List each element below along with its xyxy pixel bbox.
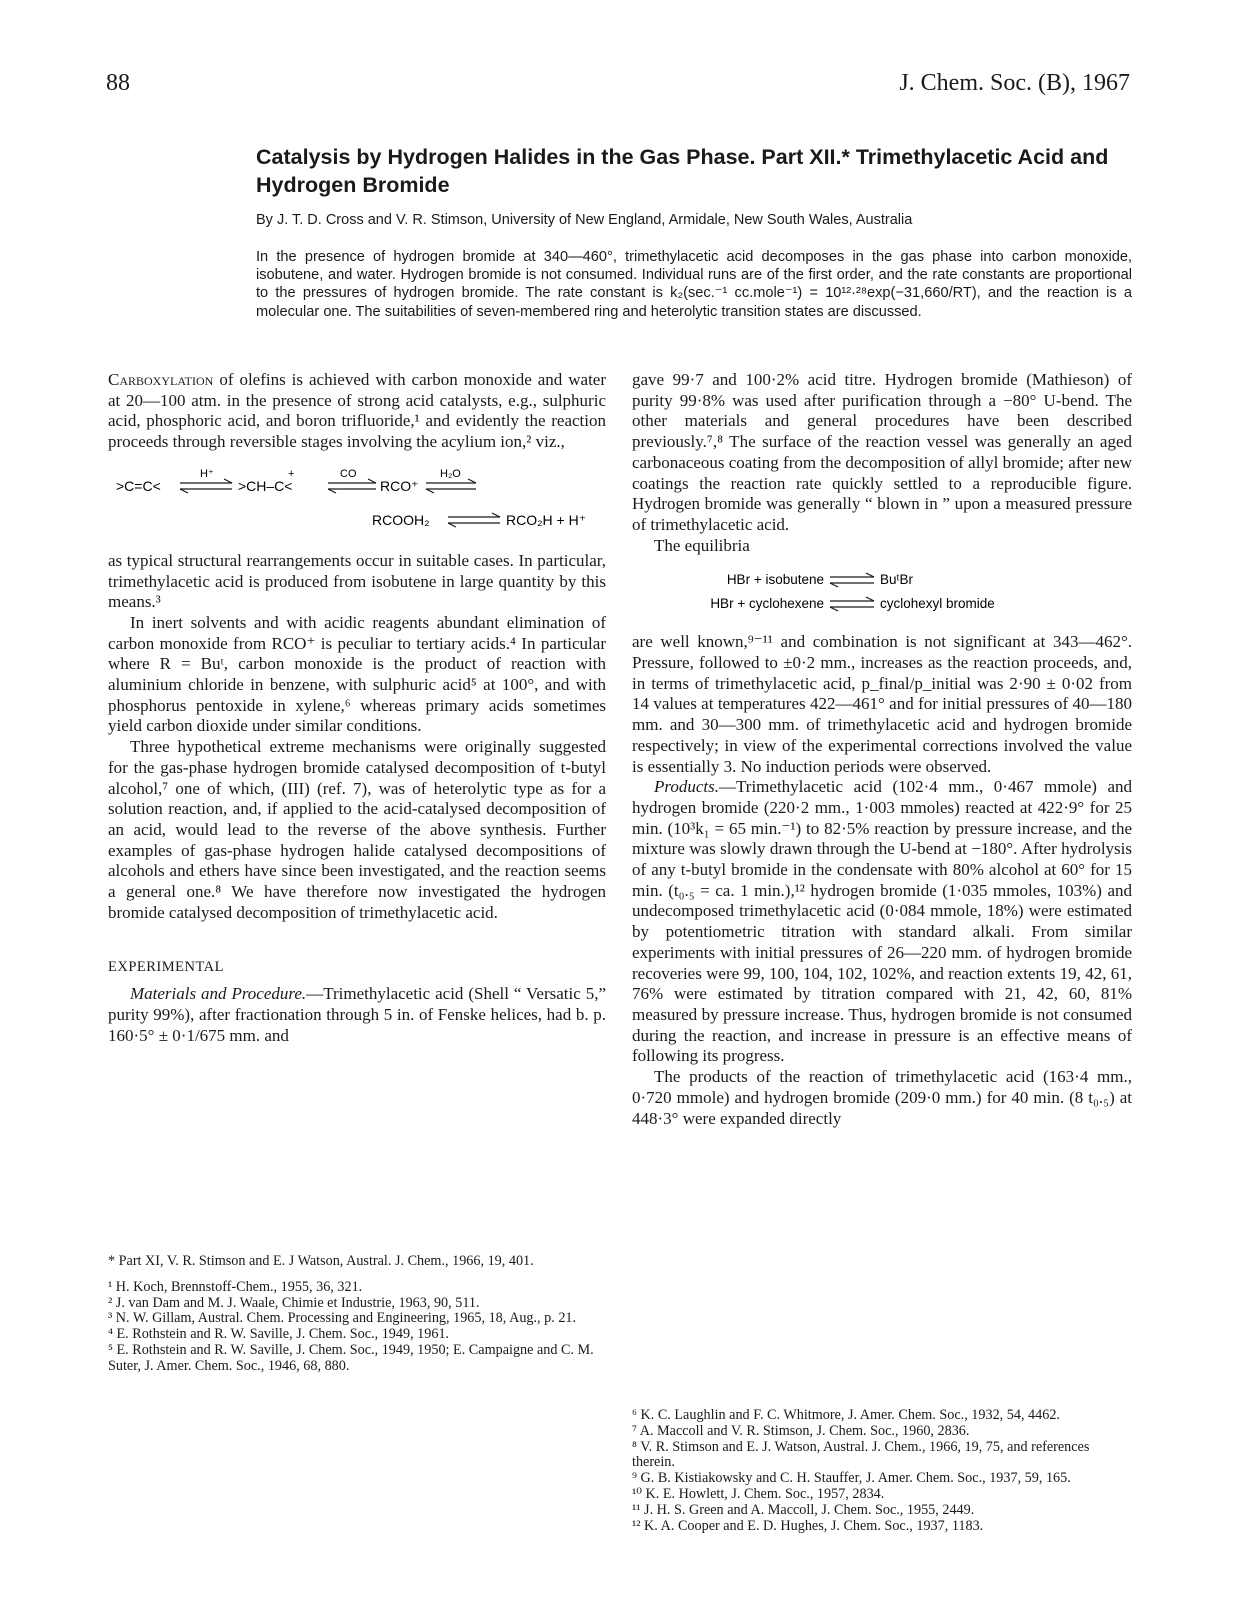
eq1-arrow	[830, 573, 874, 587]
eq1-reactants: HBr + isobutene	[726, 572, 824, 588]
footnote: ⁹ G. B. Kistiakowsky and C. H. Stauffer, J. Amer. Chem. Soc., 1937, 59, 165.	[632, 1470, 1071, 1487]
footnote: * Part XI, V. R. Stimson and E. J Watson, Austral. J. Chem., 1966, 19, 401.	[108, 1253, 534, 1269]
eq2-arrow	[830, 597, 874, 611]
equilibrium-arrow-2	[328, 479, 376, 493]
materials-text: —Trimethylacetic acid (Shell “ Versatic 5,” purity 99%), after fractionation through 5 in. of Fenske helices, had b. p. 160·5° ± 0·1/675 mm. and	[108, 984, 606, 1045]
intro-lead-word: Carboxylation	[108, 370, 214, 389]
equilibria-block	[632, 568, 1132, 618]
footnote: ¹⁰ K. E. Howlett, J. Chem. Soc., 1957, 2834.	[632, 1485, 885, 1502]
footnote: ² J. van Dam and M. J. Waale, Chimie et Industrie, 1963, 90, 511.	[108, 1294, 480, 1311]
footnote: ⁶ K. C. Laughlin and F. C. Whitmore, J. Amer. Chem. Soc., 1932, 54, 4462.	[632, 1407, 1060, 1423]
reaction-scheme	[108, 461, 606, 541]
protonated-acid-label: RCOOH₂	[372, 511, 430, 528]
right-paragraph-1: gave 99·7 and 100·2% acid titre. Hydrogen bromide (Mathieson) of purity 99·8% was used after purification through a −80° U-bend. The other materials and general procedures have been described previously.⁷,⁸ The surface of the reaction vessel was generally an aged carbonaceous coating from the decomposition of allyl bromide; after new coatings the reaction rate quickly settled to a reproducible figure. Hydrogen bromide was generally “ blown in ” upon a measured pressure of trimethylacetic acid.	[632, 370, 1132, 534]
footnote: ⁷ A. Maccoll and V. R. Stimson, J. Chem. Soc., 1960, 2836.	[632, 1422, 970, 1439]
footnotes-left	[108, 1254, 606, 1375]
intro-text: of olefins is achieved with carbon monoxide and water at 20—100 atm. in the presence of strong acid catalysts, e.g., sulphuric acid, phosphoric acid, and boron trifluoride,¹ and evidently the reaction proceeds through reversible stages involving the acylium ion,² viz.,	[108, 370, 606, 452]
products-text: —Trimethylacetic acid (102·4 mm., 0·467 mmole) and hydrogen bromide (220·2 mm., 1·003 mmoles) reacted at 422·9° for 25 min. (10³k₁ = 65 min.⁻¹) to 82·5% reaction by pressure increase, and the mixture was slowly drawn through the U-bend at −180°. After hydrolysis of any t-butyl bromide in the condensate with 80% alcohol at 60° for 15 min. (t₀.₅ = ca. 1 min.),¹² hydrogen bromide (1·035 mmoles, 103%) and undecomposed trimethylacetic acid (0·084 mmole, 18%) were estimated by potentiometric titration with standard alkali. From similar experiments with initial pressures of 26—220 mm. of hydrogen bromide recoveries were 99, 100, 104, 102, 102%, and reaction extents 19, 42, 61, 76% were estimated by titration compared with 21, 42, 60, 81% measured by pressure increase. Thus, hydrogen bromide is not consumed during the reaction, and increase in pressure is an effective means of following its progress.	[632, 777, 1132, 1066]
left-column	[108, 370, 606, 1046]
cation-charge: +	[288, 467, 295, 480]
paragraph-4: Three hypothetical extreme mechanisms were originally suggested for the gas-phase hydrogen bromide catalysed decomposition of t-butyl alcohol,⁷ one of which, (III) (ref. 7), was of heterolytic type as for a solution reaction, and, if applied to the acid-catalysed decomposition of an acid, would lead to the reverse of the above synthesis. Further examples of gas-phase hydrogen halide catalysed decompositions of alcohols and ethers have since been investigated, and the reaction seems a general one.⁸ We have therefore now investigated the hydrogen bromide catalysed decomposition of trimethylacetic acid.	[108, 737, 606, 922]
paragraph-3: In inert solvents and with acidic reagents abundant elimination of carbon monoxide from RCO⁺ is peculiar to tertiary acids.⁴ In particular where R = Buᵗ, carbon monoxide is the product of reaction with aluminium chloride in benzene, with sulphuric acid⁵ at 100°, and with phosphorus pentoxide in xylene,⁶ whereas primary acids sometimes yield carbon dioxide under similar conditions.	[108, 612, 606, 736]
right-paragraph-5: The products of the reaction of trimethylacetic acid (163·4 mm., 0·720 mmole) and hydrogen bromide (209·0 mm.) for 40 min. (8 t₀.₅) at 448·3° were expanded directly	[632, 1067, 1132, 1128]
intro-paragraph	[108, 370, 606, 453]
journal-citation: J. Chem. Soc. (B), 1967	[899, 70, 1130, 96]
footnote: ¹² K. A. Cooper and E. D. Hughes, J. Chem. Soc., 1937, 1183.	[632, 1517, 984, 1534]
page-number: 88	[106, 70, 130, 96]
footnote: ¹ H. Koch, Brennstoff-Chem., 1955, 36, 321.	[108, 1278, 363, 1295]
eq1-product: BuᵗBr	[880, 572, 913, 588]
reaction-scheme-diagram	[108, 461, 606, 541]
right-paragraph-3: are well known,⁹⁻¹¹ and combination is not significant at 343—462°. Pressure, followed to ±0·2 mm., increases as the reaction proceeds, and, in terms of trimethylacetic acid, p_final/p_initial was 2·90 ± 0·02 from 14 values at temperatures 422—461° and for initial pressures of 40—180 mm. and 30—300 mm. of trimethylacetic acid and hydrogen bromide respectively; in view of the experimental corrections involved the value is essentially 3. No induction periods were observed.	[632, 632, 1132, 776]
eq2-reactants: HBr + cyclohexene	[710, 596, 824, 612]
paragraph-2: as typical structural rearrangements occur in suitable cases. In particular, trimethylacetic acid is produced from isobutene in large quantity by this means.³	[108, 550, 606, 612]
footnote: ¹¹ J. H. S. Green and A. Maccoll, J. Chem. Soc., 1955, 2449.	[632, 1501, 975, 1518]
carbocation-label: >CH–C<	[238, 477, 293, 494]
materials-paragraph	[108, 984, 606, 1046]
co-label: CO	[340, 467, 357, 480]
equilibrium-arrow-1	[180, 479, 232, 493]
author-byline: By J. T. D. Cross and V. R. Stimson, University of New England, Armidale, New South Wales, Australia	[256, 212, 913, 228]
equilibria-intro: The equilibria	[654, 535, 750, 555]
footnote: ⁴ E. Rothstein and R. W. Saville, J. Chem. Soc., 1949, 1961.	[108, 1326, 450, 1343]
acid-products-label: RCO₂H + H⁺	[506, 511, 587, 528]
footnote: ³ N. W. Gillam, Austral. Chem. Processing and Engineering, 1965, 18, Aug., p. 21.	[108, 1310, 577, 1327]
equilibrium-arrow-3	[426, 479, 476, 493]
equilibria-diagram	[632, 568, 1132, 618]
article-title: Catalysis by Hydrogen Halides in the Gas Phase. Part XII.* Trimethylacetic Acid and Hydrogen Bromide	[256, 145, 1109, 197]
h-plus-label: H⁺	[200, 467, 214, 480]
right-column	[632, 370, 1132, 1129]
acylium-label: RCO⁺	[380, 477, 419, 494]
footnote: ⁵ E. Rothstein and R. W. Saville, J. Chem. Soc., 1949, 1950; E. Campaigne and C. M. Suter, J. Amer. Chem. Soc., 1946, 68, 880.	[108, 1341, 594, 1374]
footnote: ⁸ V. R. Stimson and E. J. Watson, Austral. J. Chem., 1966, 19, 75, and references therein.	[632, 1438, 1090, 1471]
experimental-heading: EXPERIMENTAL	[108, 959, 224, 976]
products-paragraph	[632, 777, 1132, 1067]
h2o-label: H₂O	[440, 467, 461, 480]
equilibrium-arrow-4	[448, 513, 500, 527]
abstract: In the presence of hydrogen bromide at 340—460°, trimethylacetic acid decomposes in the gas phase into carbon monoxide, isobutene, and water. Hydrogen bromide is not consumed. Individual runs are of the first order, and the rate constants are proportional to the pressures of hydrogen bromide. The rate constant is k₂(sec.⁻¹ cc.mole⁻¹) = 10¹²·²⁸exp(−31,660/RT), and the reaction is a molecular one. The suitabilities of seven-membered ring and heterolytic transition states are discussed.	[256, 249, 1132, 320]
eq2-product: cyclohexyl bromide	[880, 596, 995, 612]
materials-lead: Materials and Procedure.	[130, 984, 307, 1004]
footnotes-right	[632, 1408, 1132, 1534]
alkene-label: >C=C<	[116, 477, 161, 494]
products-lead: Products.	[654, 777, 720, 797]
